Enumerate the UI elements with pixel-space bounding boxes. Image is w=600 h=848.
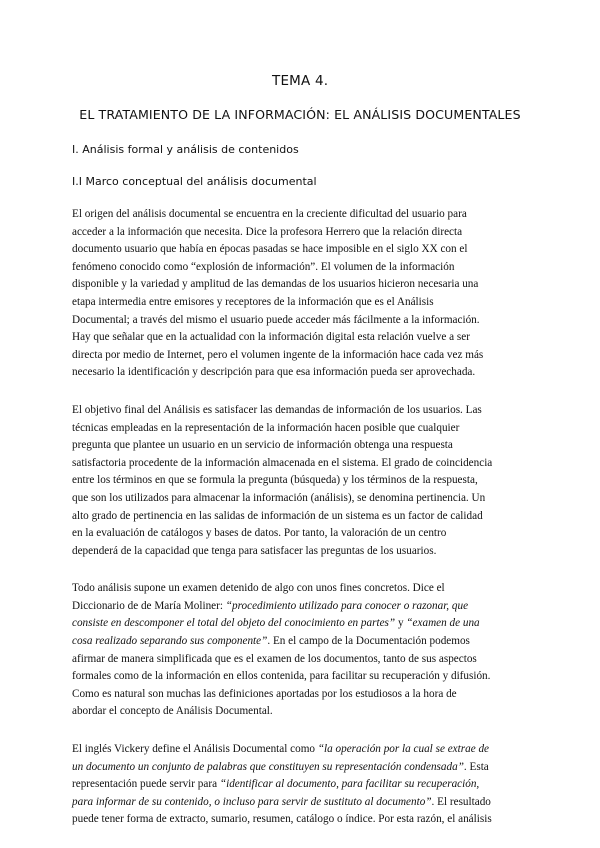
- plain-text: representación puede servir para: [72, 778, 220, 791]
- paragraph-line: [72, 741, 528, 759]
- quote-text: cosa realizado separando sus componente”: [72, 635, 268, 648]
- paragraph-line: puede tener forma de extracto, sumario, resumen, catálogo o índice. Por esta razón, el análisis: [72, 813, 492, 826]
- paragraph-line: pregunta que plantee un usuario en un servicio de información obtenga una respuesta: [72, 439, 453, 452]
- paragraph-line: necesario la identificación y descripción para que esa información pueda ser aprovechada.: [72, 366, 476, 379]
- chapter-number: TEMA 4.: [272, 73, 329, 89]
- paragraph-line: disponible y la variedad y amplitud de las demandas de los usuarios hicieron necesaria una: [72, 278, 479, 291]
- quote-text: “procedimiento utilizado para conocer o razonar, que: [225, 599, 469, 612]
- paragraph-line: técnicas empleadas en la representación de la información hacen posible que cualquier: [72, 421, 460, 434]
- quote-text: consiste en descomponer el total del objeto del conocimiento en partes”: [72, 617, 396, 630]
- paragraph-line: Todo análisis supone un examen detenido de algo con unos fines concretos. Dice el: [72, 582, 445, 595]
- paragraph-line: [72, 633, 528, 651]
- paragraph-line: en la evaluación de catálogos y bases de datos. Por tanto, la valoración de un centro: [72, 527, 447, 540]
- paragraph-line: El objetivo final del Análisis es satisfacer las demandas de información de los usuarios. Las: [72, 403, 482, 416]
- plain-text: Diccionario de de María Moliner:: [72, 599, 226, 612]
- plain-text: . Esta: [463, 760, 489, 773]
- paragraph-line: etapa intermedia entre emisores y receptores de la información que es el Análisis: [72, 295, 434, 308]
- paragraph-line: [72, 794, 528, 812]
- paragraph-line: [72, 759, 528, 777]
- paragraph-3: [72, 580, 528, 721]
- quote-text: “identificar al documento, para facilitar su recuperación,: [219, 778, 480, 791]
- paragraph-2: [72, 402, 528, 560]
- paragraph-4: [72, 741, 528, 829]
- paragraph-line: Como es natural son muchas las definiciones aportadas por los estudiosos a la hora de: [72, 687, 457, 700]
- paragraph-line: Hay que señalar que en la actualidad con la información digital esta relación vuelve a ser: [72, 331, 470, 344]
- paragraph-line: [72, 598, 528, 616]
- quote-text: “examen de una: [406, 617, 480, 630]
- plain-text: . En el campo de la Documentación podemos: [267, 635, 470, 648]
- quote-text: “la operación por la cual se extrae de: [317, 743, 490, 756]
- paragraph-line: [72, 615, 528, 633]
- quote-text: para informar de su contenido, o incluso para servir de sustituto al documento”: [72, 795, 432, 808]
- paragraph-line: [72, 776, 528, 794]
- paragraph-1: [72, 206, 528, 382]
- paragraph-line: fenómeno conocido como “explosión de información”. El volumen de la información: [72, 260, 455, 273]
- paragraph-line: directa por medio de Internet, pero el volumen ingente de la información hace cada vez más: [72, 348, 484, 361]
- plain-text: . El resultado: [431, 795, 491, 808]
- quote-text: un documento un conjunto de palabras que constituyen su representación condensada”: [72, 760, 464, 773]
- paragraph-line: acceder a la información que necesita. Dice la profesora Herrero que la relación directa: [72, 225, 463, 238]
- paragraph-line: El origen del análisis documental se encuentra en la creciente dificultad del usuario para: [72, 208, 467, 220]
- plain-text: El inglés Vickery define el Análisis Documental como: [72, 743, 318, 756]
- paragraph-line: satisfactoria procedente de la información almacenada en el sistema. El grado de coincidencia: [72, 456, 493, 469]
- chapter-title: EL TRATAMIENTO DE LA INFORMACIÓN: EL ANÁLISIS DOCUMENTALES: [79, 107, 521, 122]
- paragraph-line: entre los términos en que se formula la pregunta (búsqueda) y los términos de la respuesta,: [72, 474, 478, 487]
- plain-text: y: [395, 617, 407, 630]
- section-heading: I. Análisis formal y análisis de contenidos: [72, 143, 299, 156]
- paragraph-line: alto grado de pertinencia en las salidas de información de un sistema es un factor de calidad: [72, 509, 483, 522]
- subsection-heading: I.I Marco conceptual del análisis documental: [72, 175, 317, 188]
- paragraph-line: formales como de la información en ellos contenida, para facilitar su recuperación y difusión.: [72, 670, 491, 683]
- paragraph-line: documento usuario que había en épocas pasadas se hace imposible en el siglo XX con el: [72, 243, 468, 256]
- paragraph-line: afirmar de manera simplificada que es el examen de los documentos, tanto de sus aspectos: [72, 652, 477, 665]
- paragraph-line: abordar el concepto de Análisis Documental.: [72, 705, 273, 718]
- paragraph-line: que son los utilizados para almacenar la información (análisis), se denomina pertinencia. Un: [72, 491, 486, 504]
- paragraph-line: dependerá de la capacidad que tenga para satisfacer las preguntas de los usuarios.: [72, 544, 437, 557]
- paragraph-line: Documental; a través del mismo el usuario puede acceder más fácilmente a la información.: [72, 313, 480, 326]
